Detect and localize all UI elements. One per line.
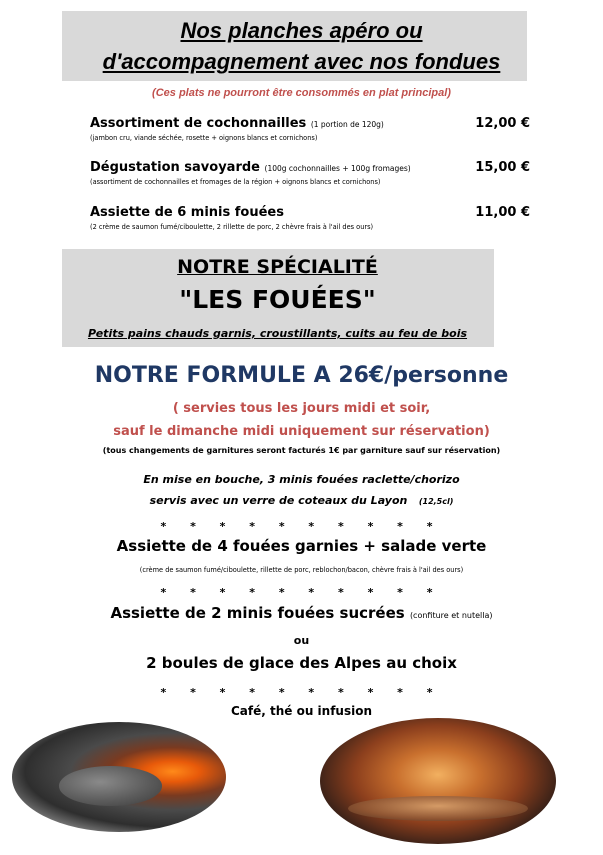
item-name-line xyxy=(90,205,530,220)
menu-item xyxy=(90,160,530,186)
specialite-name: "LES FOUÉES" xyxy=(179,285,376,314)
course-fouees-garnies: Assiette de 4 fouées garnies + salade verte xyxy=(116,537,487,555)
stars-divider: * * * * * * * * * * xyxy=(160,520,443,533)
formule-changes-note: (tous changements de garnitures seront facturés 1€ par garniture sauf sur réservation) xyxy=(102,446,501,455)
formule-served-line1: ( servies tous les jours midi et soir, xyxy=(172,401,431,416)
item-qty: (1 portion de 120g) xyxy=(310,120,384,129)
specialite-title: NOTRE SPÉCIALITÉ xyxy=(177,256,378,278)
fouee-bread-photo xyxy=(12,722,226,832)
stars-divider: * * * * * * * * * * xyxy=(160,586,443,599)
item-name-line xyxy=(90,160,530,175)
wood-oven-photo xyxy=(320,718,556,844)
planches-note: (Ces plats ne pourront être consommés en plat principal) xyxy=(152,87,451,99)
item-name: Assortiment de cochonnailles xyxy=(90,116,307,131)
item-desc: (assortiment de cochonnailles et fromages de la région + oignons blancs et cornichons) xyxy=(90,178,381,186)
menu-item xyxy=(90,205,530,231)
fouee-bun xyxy=(59,766,162,806)
course-sucrees: Assiette de 2 minis fouées sucrées xyxy=(110,604,405,622)
item-desc: (jambon cru, viande séchée, rosette + oignons blancs et cornichons) xyxy=(90,134,318,142)
item-name: Dégustation savoyarde xyxy=(90,160,260,175)
mise-en-bouche-line1: En mise en bouche, 3 minis fouées raclette/chorizo xyxy=(143,473,460,486)
course-cafe: Café, thé ou infusion xyxy=(230,704,373,718)
course-sucrees-extra: (confiture et nutella) xyxy=(409,611,493,620)
item-name-line xyxy=(90,116,530,131)
or-separator: ou xyxy=(293,634,310,647)
specialite-subtitle: Petits pains chauds garnis, croustillants, cuits au feu de bois xyxy=(87,327,468,340)
planches-title-line1: Nos planches apéro ou xyxy=(180,18,423,43)
formule-served-line2: sauf le dimanche midi uniquement sur réservation) xyxy=(113,424,490,439)
item-name: Assiette de 6 minis fouées xyxy=(90,205,284,220)
oven-floor xyxy=(348,796,527,821)
mise-en-bouche-line2 xyxy=(0,494,603,507)
course-fouees-desc: (crème de saumon fumé/ciboulette, rillette de porc, reblochon/bacon, chèvre frais à l'ail des ours) xyxy=(139,566,464,574)
planches-title-line2: d'accompagnement avec nos fondues xyxy=(102,49,501,74)
stars-divider: * * * * * * * * * * xyxy=(160,686,443,699)
mise-en-bouche-volume: (12,5cl) xyxy=(418,497,454,506)
item-price: 11,00 € xyxy=(475,205,530,220)
item-desc: (2 crème de saumon fumé/ciboulette, 2 rillette de porc, 2 chèvre frais à l'ail des ours) xyxy=(90,223,374,231)
mise-en-bouche-text: servis avec un verre de coteaux du Layon xyxy=(149,494,408,507)
menu-item xyxy=(90,116,530,142)
item-price: 12,00 € xyxy=(475,116,530,131)
course-sucrees-line xyxy=(0,604,603,622)
item-price: 15,00 € xyxy=(475,160,530,175)
course-glace: 2 boules de glace des Alpes au choix xyxy=(146,654,457,672)
item-qty: (100g cochonnailles + 100g fromages) xyxy=(264,164,411,173)
formule-title: NOTRE FORMULE A 26€/personne xyxy=(94,363,509,388)
